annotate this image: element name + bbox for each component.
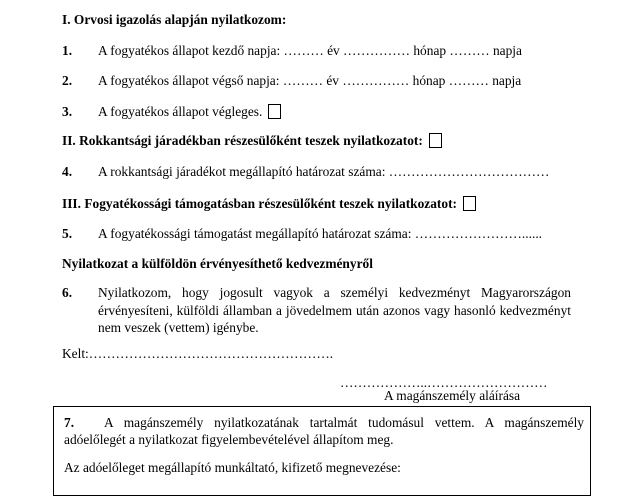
signature-label: A magánszemély aláírása	[384, 388, 521, 403]
item-7-number: 7.	[64, 415, 75, 430]
section-4-heading: Nyilatkozat a külföldön érvényesíthető kedvezményről	[62, 256, 373, 271]
section-2-checkbox[interactable]	[429, 133, 442, 148]
item-7-line-3: Az adóelőleget megállapító munkáltató, kifizető megnevezése:	[64, 460, 401, 475]
item-6-number: 6.	[62, 285, 73, 300]
date-place-field[interactable]: Kelt:……………………………………………….	[62, 346, 334, 361]
item-6-line-1: Nyilatkozom, hogy jogosult vagyok a személyi kedvezményt Magyarországon	[98, 285, 571, 300]
item-2-number: 2.	[62, 73, 73, 88]
section-3-heading: III. Fogyatékossági támogatásban részesülőként teszek nyilatkozatot:	[62, 196, 458, 211]
item-4-number: 4.	[62, 164, 73, 179]
item-5-text: A fogyatékossági támogatást megállapító határozat száma: ……………………......	[98, 226, 543, 241]
item-5-number: 5.	[62, 226, 73, 241]
section-3-checkbox[interactable]	[463, 196, 476, 211]
section-2-heading-row	[62, 133, 442, 149]
item-3-row	[98, 104, 281, 120]
item-7-line-2: adóelőlegét a nyilatkozat figyelembevételével állapítom meg.	[64, 432, 394, 447]
item-6-line-3: nem veszek (vettem) igénybe.	[98, 320, 259, 335]
section-2-heading: II. Rokkantsági járadékban részesülőként teszek nyilatkozatot:	[62, 133, 423, 148]
section-1-heading: I. Orvosi igazolás alapján nyilatkozom:	[62, 12, 287, 27]
item-4-text: A rokkantsági járadékot megállapító határozat száma: ………………………………	[98, 164, 550, 179]
item-7-line-1: A magánszemély nyilatkozatának tartalmát tudomásul vettem. A magánszemély	[104, 415, 584, 430]
item-3-checkbox[interactable]	[268, 104, 281, 119]
item-3-number: 3.	[62, 104, 73, 119]
item-3-text: A fogyatékos állapot végleges.	[98, 104, 263, 119]
item-1-text: A fogyatékos állapot kezdő napja: ……… év …………… hónap ……… napja	[98, 43, 522, 58]
item-6-paragraph	[98, 284, 571, 337]
signature-line[interactable]: ………………..………………………	[340, 375, 548, 390]
item-2-text: A fogyatékos állapot végső napja: ……… év …………… hónap ……… napja	[98, 73, 522, 88]
item-1-number: 1.	[62, 43, 73, 58]
section-3-heading-row	[62, 196, 476, 212]
item-6-line-2: érvényesíteni, külföldi államban a jövedelmem után azonos vagy hasonló kedvezményt	[98, 302, 571, 318]
